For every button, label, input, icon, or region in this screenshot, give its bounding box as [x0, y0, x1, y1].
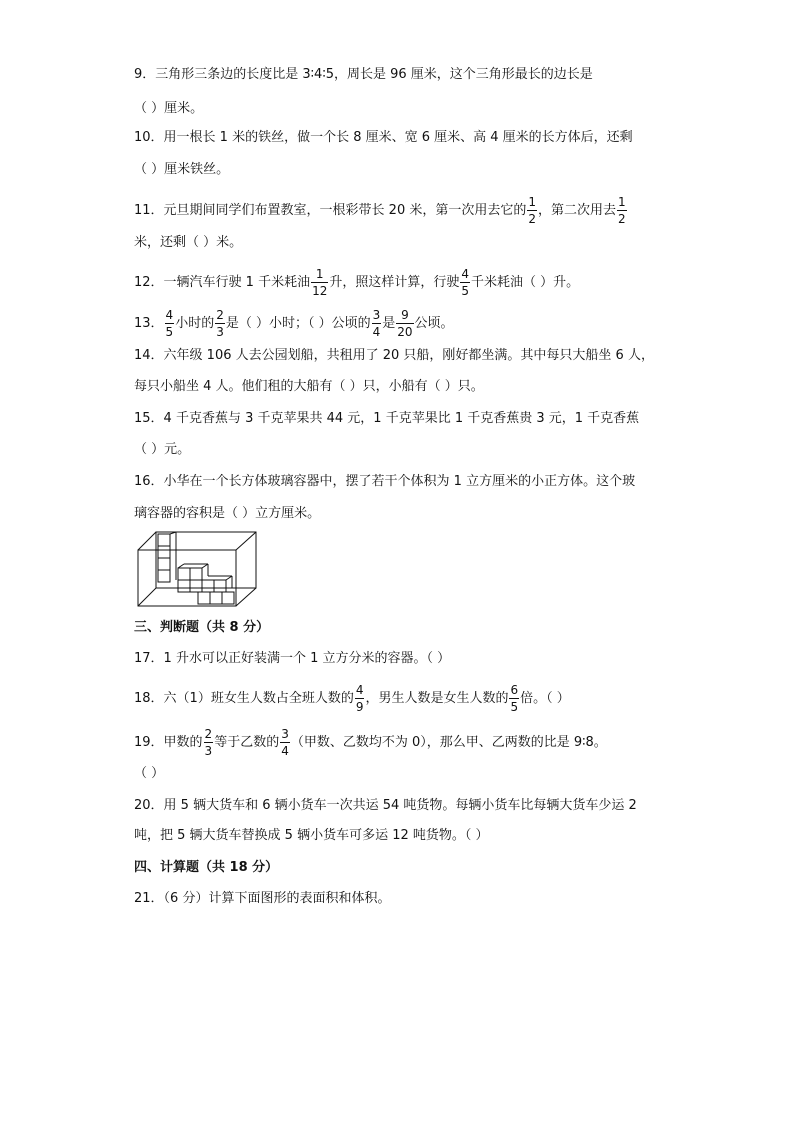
question-14-line-1: 14．六年级 106 人去公园划船，共租用了 20 只船，刚好都坐满。其中每只大船坐 6 人， [134, 348, 654, 363]
question-16-line-1: 16．小华在一个长方体玻璃容器中，摆了若干个体积为 1 立方厘米的小正方体。这个玻 [134, 474, 636, 489]
question-20-line-1: 20．用 5 辆大货车和 6 辆小货车一次共运 54 吨货物。每辆小货车比每辆大货车少运 2 [134, 798, 637, 813]
cube [158, 558, 170, 570]
fraction: $\frac{6}{5}$ [510, 683, 519, 714]
section-4-heading: 四、计算题（共 18 分） [134, 860, 279, 875]
question-21: 21．（6 分）计算下面图形的表面积和体积。 [134, 891, 391, 906]
q13-number: 13． [134, 316, 164, 331]
q12-text-c: 千米耗油（ ）升。 [471, 275, 580, 290]
container-edge [138, 532, 156, 550]
cube [190, 580, 202, 592]
cube [222, 592, 234, 604]
glass-container-figure [136, 530, 260, 610]
q11-text-a: 11．元旦期间同学们布置教室，一根彩带长 20 米，第一次用去它的 [134, 203, 527, 218]
container-edge [236, 532, 256, 550]
q19-text-b: 等于乙数的 [214, 735, 280, 750]
fraction: $\frac{4}{9}$ [355, 683, 364, 714]
question-17: 17．1 升水可以正好装满一个 1 立方分米的容器。（ ） [134, 651, 451, 666]
question-19-line-2: （ ） [134, 766, 165, 781]
question-10-line-2: （ ）厘米铁丝。 [134, 162, 230, 177]
cube [198, 592, 210, 604]
question-15-line-2: （ ）元。 [134, 442, 191, 457]
fraction: $\frac{3}{4}$ [281, 727, 289, 758]
q11-text-b: ，第二次用去 [538, 203, 617, 218]
q12-text-a: 12．一辆汽车行驶 1 千米耗油 [134, 275, 311, 290]
cube-edge [178, 564, 184, 568]
cube-edge [226, 576, 232, 580]
question-13 [134, 309, 454, 338]
question-11-line-2: 米，还剩（ ）米。 [134, 235, 243, 250]
container-edge [236, 588, 256, 606]
q13-text-a: 小时的 [175, 316, 215, 331]
container-edge [138, 588, 156, 606]
q12-text-b: 升，照这样计算，行驶 [329, 275, 460, 290]
fraction: $\frac{2}{3}$ [204, 727, 213, 758]
q13-text-b: 是（ ）小时；（ ）公顷的 [225, 316, 371, 331]
q19-text-c: （甲数、乙数均不为 0），那么甲、乙两数的比是 9∶8。 [290, 735, 607, 750]
q13-text-c: 是 [382, 316, 396, 331]
section-3-heading: 三、判断题（共 8 分） [134, 620, 270, 635]
cube [202, 580, 214, 592]
fraction: $\frac{4}{5}$ [165, 308, 174, 339]
fraction: $\frac{1}{2}$ [618, 195, 626, 226]
q18-text-c: 倍。（ ） [520, 691, 570, 706]
q13-text-d: 公顷。 [414, 316, 454, 331]
fraction: $\frac{9}{20}$ [397, 308, 413, 339]
fraction: $\frac{1}{2}$ [528, 195, 536, 226]
question-19-line-1 [134, 728, 607, 757]
question-15-line-1: 15．4 千克香蕉与 3 千克苹果共 44 元，1 千克苹果比 1 千克香蕉贵 3 元，1 千克香蕉 [134, 411, 640, 426]
fraction: $\frac{4}{5}$ [461, 267, 470, 298]
question-10-line-1: 10．用一根长 1 米的铁丝，做一个长 8 厘米、宽 6 厘米、高 4 厘米的长方体后，还剩 [134, 130, 633, 145]
cube [178, 580, 190, 592]
question-20-line-2: 吨，把 5 辆大货车替换成 5 辆小货车可多运 12 吨货物。（ ） [134, 828, 489, 843]
question-14-line-2: 每只小船坐 4 人。他们租的大船有（ ）只，小船有（ ）只。 [134, 379, 484, 394]
cube [178, 568, 190, 580]
fraction: $\frac{3}{4}$ [372, 308, 381, 339]
fraction: $\frac{1}{12}$ [312, 267, 328, 298]
q19-text-a: 19．甲数的 [134, 735, 203, 750]
container-front-face [138, 550, 236, 606]
question-12 [134, 268, 579, 297]
question-16-line-2: 璃容器的容积是（ ）立方厘米。 [134, 506, 321, 521]
cube [158, 534, 170, 546]
cube [210, 592, 222, 604]
question-9-line-2: （ ）厘米。 [134, 101, 204, 116]
cube [158, 546, 170, 558]
cube [158, 570, 170, 582]
question-11-line-1 [134, 196, 628, 225]
cube [214, 580, 226, 592]
fraction: $\frac{2}{3}$ [216, 308, 224, 339]
cube [190, 568, 202, 580]
cube-edge [202, 564, 208, 568]
q18-text-a: 18．六（1）班女生人数占全班人数的 [134, 691, 354, 706]
question-18 [134, 684, 570, 713]
q18-text-b: ，男生人数是女生人数的 [365, 691, 509, 706]
question-9-line-1: 9．三角形三条边的长度比是 3∶4∶5，周长是 96 厘米，这个三角形最长的边长是 [134, 67, 593, 82]
